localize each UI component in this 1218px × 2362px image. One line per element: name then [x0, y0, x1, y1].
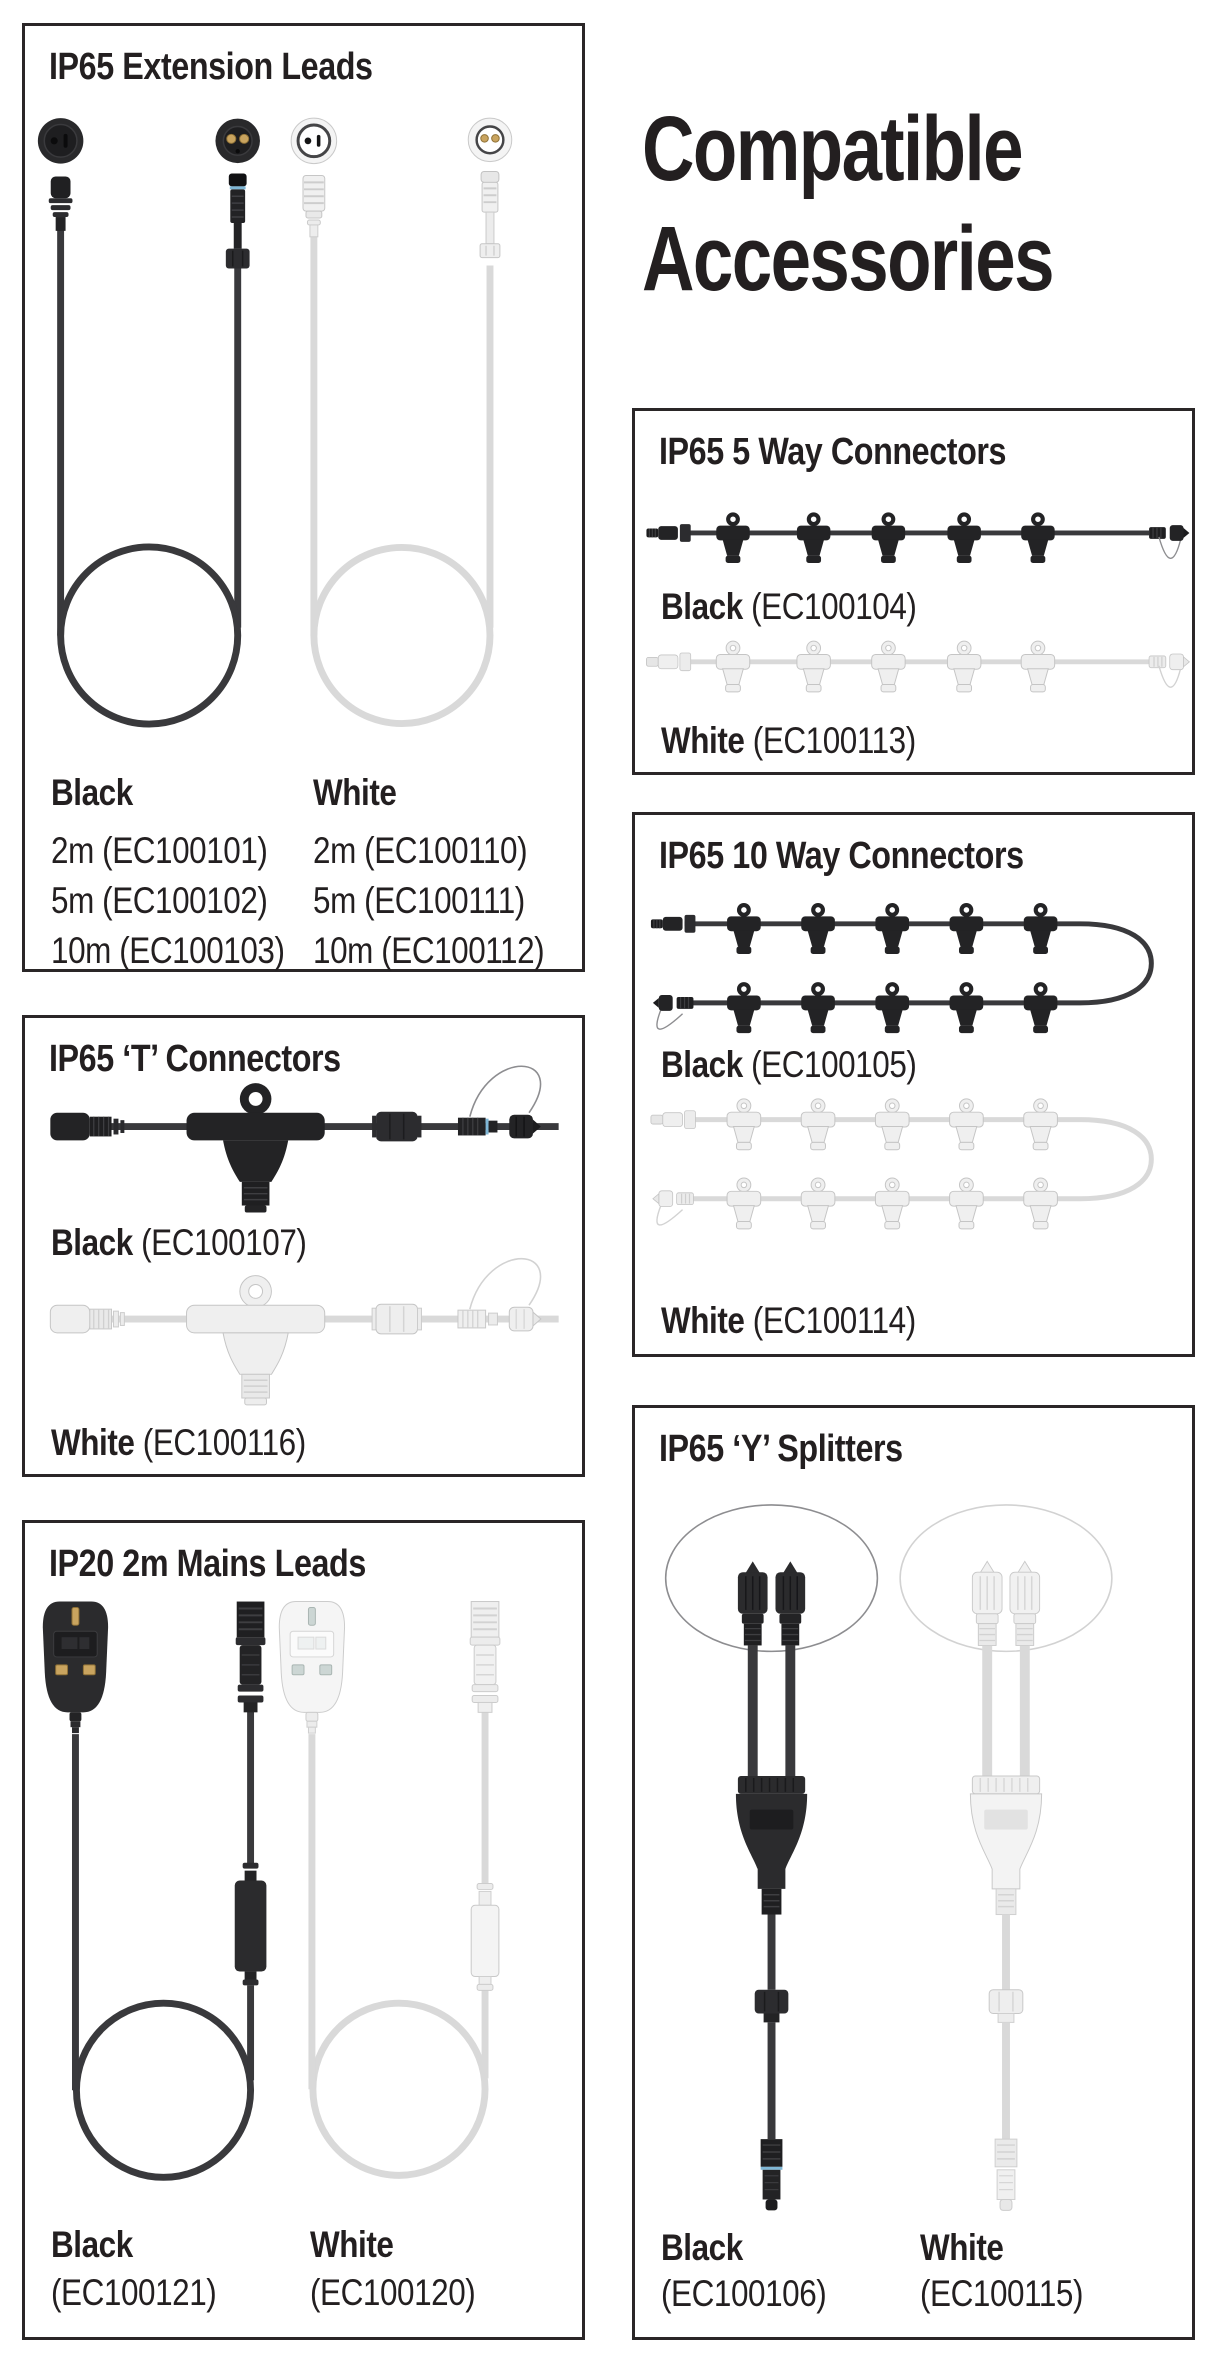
- mains-leads-title: IP20 2m Mains Leads: [49, 1543, 366, 1585]
- y-splitter-black: [666, 1505, 878, 2210]
- t-connectors-title: IP65 ‘T’ Connectors: [49, 1038, 341, 1080]
- black-lead-male-plug: [226, 173, 250, 268]
- size-item: 2m (EC100101): [51, 830, 268, 871]
- y-splitters-black-label: Black: [661, 2227, 743, 2268]
- mains-leads-black-code: (EC100121): [51, 2272, 217, 2313]
- ten-way-black-strand: [651, 903, 1151, 1033]
- ten-way-white-label: White (EC100114): [661, 1300, 916, 1341]
- white-lead-plug: [303, 175, 325, 236]
- five-way-black-strand: [646, 512, 1189, 563]
- white-lead-male-plug: [480, 172, 500, 258]
- mains-leads-black-label: Black: [51, 2224, 133, 2265]
- black-female-connector-face: [38, 118, 84, 164]
- size-item: 5m (EC100102): [51, 880, 268, 921]
- t-connector-white: [50, 1259, 558, 1405]
- black-connector-plug: [236, 1602, 266, 1713]
- extension-leads-card: [22, 23, 585, 972]
- extension-leads-title: IP65 Extension Leads: [49, 46, 373, 88]
- ten-way-title: IP65 10 Way Connectors: [659, 835, 1024, 877]
- extension-leads-white-label: White: [313, 772, 397, 813]
- page-title: [642, 94, 1053, 314]
- white-female-connector-face: [291, 118, 337, 164]
- t-connectors-black-label: Black (EC100107): [51, 1222, 307, 1263]
- five-way-white-strand: [646, 641, 1189, 692]
- ten-way-connectors-card: [632, 812, 1195, 1357]
- t-connectors-white-label: White (EC100116): [51, 1422, 306, 1463]
- mains-leads-white-code: (EC100120): [310, 2272, 476, 2313]
- page-title-line2: Accessories: [642, 208, 1053, 310]
- five-way-black-label: Black (EC100104): [661, 586, 917, 627]
- five-way-white-label: White (EC100113): [661, 720, 916, 761]
- mains-leads-card: [22, 1520, 585, 2340]
- y-splitters-card: [632, 1405, 1195, 2340]
- black-lead-plug: [49, 176, 73, 230]
- white-male-connector-face: [468, 118, 512, 162]
- white-uk-plug: [279, 1602, 344, 1734]
- size-item: 10m (EC100112): [313, 930, 545, 971]
- size-item: 5m (EC100111): [313, 880, 525, 921]
- y-splitters-illustration: [635, 1408, 1192, 2337]
- y-splitters-black-code: (EC100106): [661, 2273, 827, 2314]
- page-title-line1: Compatible: [642, 98, 1022, 200]
- extension-leads-black-label: Black: [51, 772, 133, 813]
- mains-leads-illustration: [25, 1523, 582, 2337]
- ten-way-white-strand: [651, 1099, 1151, 1229]
- five-way-title: IP65 5 Way Connectors: [659, 431, 1007, 473]
- mains-leads-white-label: White: [310, 2224, 394, 2265]
- size-item: 2m (EC100110): [313, 830, 528, 871]
- y-splitters-white-label: White: [920, 2227, 1004, 2268]
- five-way-connectors-card: [632, 408, 1195, 775]
- black-uk-plug: [43, 1602, 108, 1734]
- t-connectors-card: [22, 1015, 585, 1477]
- y-splitter-white: [900, 1505, 1112, 2210]
- black-driver-box: [235, 1863, 267, 1986]
- size-item: 10m (EC100103): [51, 930, 285, 971]
- black-male-connector-face: [215, 119, 260, 164]
- y-splitters-title: IP65 ‘Y’ Splitters: [659, 1428, 903, 1470]
- t-connector-black: [50, 1066, 558, 1212]
- y-splitters-white-code: (EC100115): [920, 2273, 1084, 2314]
- extension-leads-white-sizes: [313, 826, 544, 976]
- white-connector-plug: [470, 1602, 500, 1713]
- ten-way-black-label: Black (EC100105): [661, 1044, 917, 1085]
- white-driver-box: [471, 1884, 499, 1991]
- extension-leads-black-sizes: [51, 826, 285, 976]
